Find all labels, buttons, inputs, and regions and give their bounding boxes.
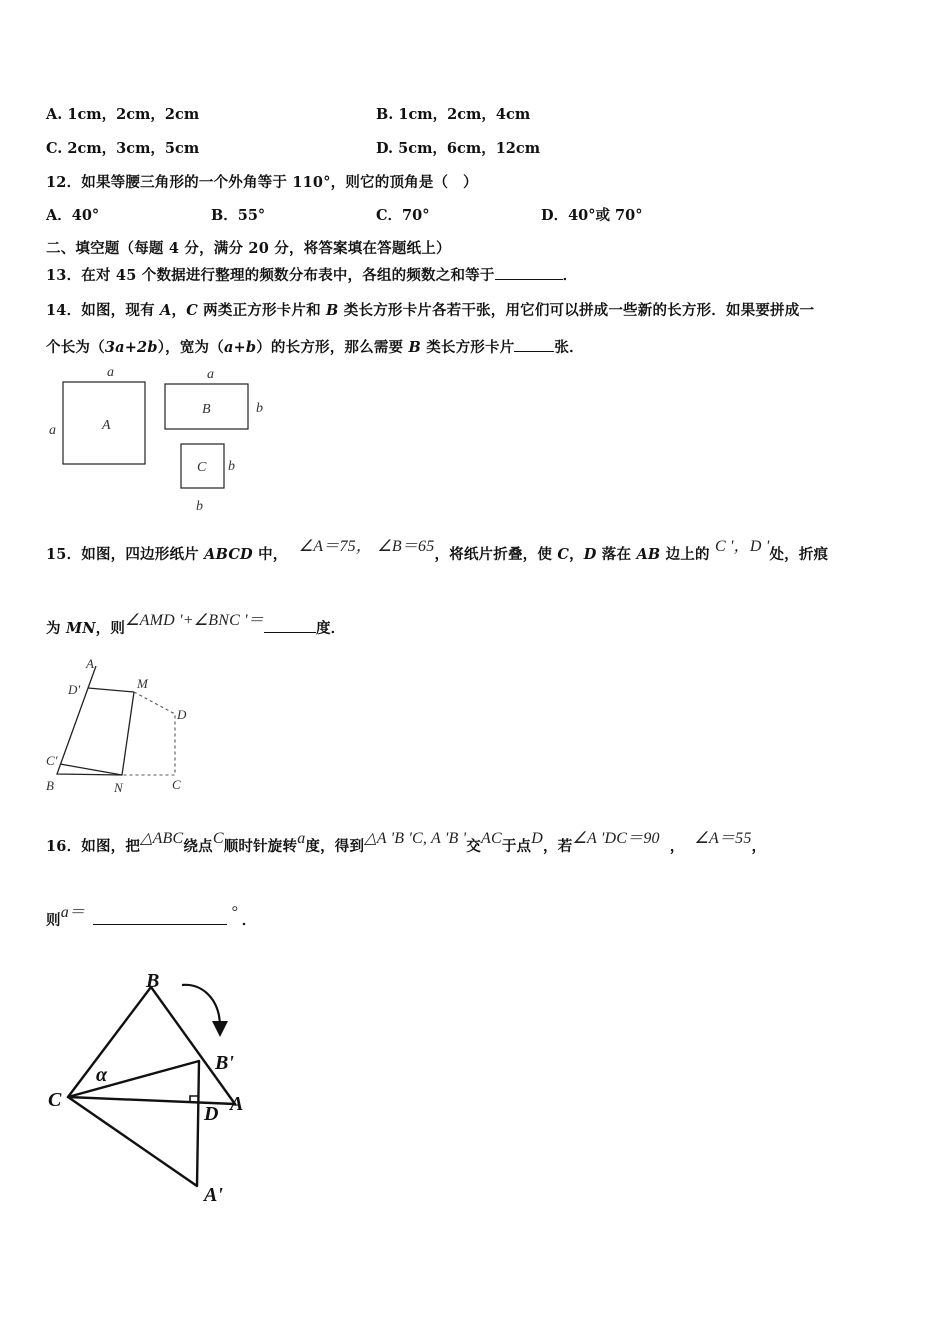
answer-blank xyxy=(495,265,563,280)
point-d-label: D xyxy=(204,1103,219,1125)
text: 类长方形卡片各若干张，用它们可以拼成一些新的长方形．如果要拼成一 xyxy=(338,302,815,319)
rotation-arrow xyxy=(182,985,220,1027)
card-b-label: B xyxy=(202,402,211,417)
text: ， xyxy=(355,538,373,555)
point-d-prime: D ' xyxy=(749,538,770,555)
text: ， xyxy=(171,302,187,319)
point-d: D xyxy=(531,830,544,847)
label-b-c-right: b xyxy=(228,459,235,474)
text: 张． xyxy=(554,339,584,356)
text: 顺时针旋转 xyxy=(223,838,298,855)
label-a-left: a xyxy=(49,423,56,438)
q13-stem xyxy=(46,264,577,285)
var: C xyxy=(186,302,198,319)
section-title: 二、填空题（每题 4 分，满分 20 分，将答案填在答题纸上） xyxy=(46,240,451,257)
var: ABCD xyxy=(204,546,253,563)
q16-figure xyxy=(44,965,274,1214)
text: 绕点 xyxy=(183,838,213,855)
text: ， xyxy=(669,838,685,855)
q12-stem: 12．如果等腰三角形的一个外角等于 110°，则它的顶角是（ ） xyxy=(46,174,478,191)
q16-stem-line1 xyxy=(46,830,767,856)
q14-stem-line1 xyxy=(46,299,814,320)
q11-option-a xyxy=(46,103,199,124)
option-letter: B. xyxy=(376,106,394,123)
text: 落在 xyxy=(596,546,637,563)
var: B xyxy=(326,302,339,319)
option-letter: A. xyxy=(46,106,63,123)
q13-text: 13．在对 45 个数据进行整理的频数分布表中，各组的频数之和等于 xyxy=(46,267,495,284)
triangle-abc: △ABC xyxy=(140,830,184,847)
point-d-label: D xyxy=(177,707,187,722)
text: 为 xyxy=(46,620,66,637)
card-c-label: C xyxy=(197,460,207,475)
var: AB xyxy=(636,546,661,563)
label-a-top: a xyxy=(107,365,114,380)
card-a-label: A xyxy=(102,418,111,433)
q13-tail: ． xyxy=(562,267,578,284)
var: MN xyxy=(65,620,96,637)
alpha-label: α xyxy=(96,1064,108,1086)
var: a+b xyxy=(223,339,257,356)
q16-stem-line2 xyxy=(46,904,257,930)
point-c-prime: C ' xyxy=(714,538,734,555)
segment-cprime-n xyxy=(60,764,122,775)
triangle-image: △A 'B 'C, A 'B ' xyxy=(364,830,467,847)
text: ， xyxy=(751,838,767,855)
text: 类长方形卡片 xyxy=(420,339,515,356)
point-b-label: B xyxy=(146,970,160,992)
q11-option-c xyxy=(46,137,199,158)
text: 边上的 xyxy=(660,546,710,563)
text: 16．如图，把 xyxy=(46,838,141,855)
angle-b: ∠B＝65 xyxy=(377,538,435,555)
text: ，将纸片折叠，使 xyxy=(434,546,558,563)
text: 个长为（ xyxy=(46,339,105,356)
text: ，若 xyxy=(543,838,573,855)
q11-option-d xyxy=(376,137,540,158)
quad-dashed-outline xyxy=(122,692,175,775)
q11-option-b xyxy=(376,103,530,124)
text: ， xyxy=(569,546,584,563)
var: A xyxy=(160,302,172,319)
text: ． xyxy=(241,912,257,929)
answer-blank xyxy=(514,337,554,352)
text: 交 xyxy=(466,838,481,855)
point-c-label: C xyxy=(48,1089,62,1111)
var: B xyxy=(408,339,421,356)
alpha: a xyxy=(297,830,306,847)
label-b-c-bottom: b xyxy=(196,499,203,514)
text: ，则 xyxy=(95,620,126,637)
q15-stem-line2 xyxy=(46,612,346,638)
q12-option-b: B．55° xyxy=(211,207,266,224)
q14-stem-line2 xyxy=(46,336,584,357)
angle-expression: ∠AMD '+∠BNC '＝ xyxy=(125,612,264,629)
text: 15．如图，四边形纸片 xyxy=(46,546,205,563)
text: ， xyxy=(733,538,750,555)
angle-adc: ∠A 'DC＝90 xyxy=(572,830,660,847)
segment-dprime-m xyxy=(88,688,134,692)
triangle-image-shape xyxy=(68,1061,199,1186)
option-text: 1cm，2cm，2cm xyxy=(67,106,200,123)
rotation-arrowhead xyxy=(212,1021,228,1037)
point-m-label: M xyxy=(137,676,148,691)
q12-option-d: D．40°或 70° xyxy=(541,207,643,224)
point-a-label: A xyxy=(86,656,94,671)
text: 处，折痕 xyxy=(769,546,829,563)
text: 则 xyxy=(46,912,61,929)
option-text: 5cm，6cm，12cm xyxy=(398,140,541,157)
answer-blank xyxy=(93,910,227,925)
text: 于点 xyxy=(501,838,532,855)
point-cprime-label: C' xyxy=(46,753,58,768)
point-b-label: B xyxy=(46,778,54,793)
option-text: 1cm，2cm，4cm xyxy=(398,106,531,123)
angle-a: ∠A＝55 xyxy=(694,830,752,847)
alpha-equation: a＝ xyxy=(60,904,86,921)
var: 3a+2b xyxy=(104,339,158,356)
text: ）的长方形，那么需要 xyxy=(256,339,409,356)
segment-ac: AC xyxy=(481,830,502,847)
degree-sign: ° xyxy=(231,904,238,921)
point-n-label: N xyxy=(114,780,123,795)
angle-a: ∠A＝75 xyxy=(298,538,356,555)
q12-option-c: C．70° xyxy=(376,207,430,224)
label-a-b-top: a xyxy=(207,367,214,382)
text: 中， xyxy=(252,546,288,563)
point-c-label: C xyxy=(172,777,181,792)
q15-figure xyxy=(40,652,210,804)
option-letter: D. xyxy=(376,140,394,157)
text: 度，得到 xyxy=(305,838,365,855)
text: ），宽为（ xyxy=(157,339,224,356)
point-c: C xyxy=(212,830,224,847)
point-a-label: A xyxy=(230,1093,244,1115)
var: D xyxy=(583,546,597,563)
point-aprime-label: A' xyxy=(204,1184,223,1206)
answer-blank xyxy=(264,618,316,633)
point-bprime-label: B' xyxy=(215,1052,234,1074)
triangle-abc-shape xyxy=(68,987,235,1104)
text: 两类正方形卡片和 xyxy=(197,302,327,319)
q14-figure xyxy=(44,362,284,521)
q12-option-a: A．40° xyxy=(46,207,100,224)
text: 14．如图，现有 xyxy=(46,302,161,319)
option-letter: C. xyxy=(46,140,63,157)
var: C xyxy=(557,546,570,563)
text: 度． xyxy=(315,620,346,637)
point-dprime-label: D' xyxy=(68,682,81,697)
label-b-right: b xyxy=(256,401,263,416)
option-text: 2cm，3cm，5cm xyxy=(67,140,200,157)
q15-stem-line1 xyxy=(46,538,829,564)
